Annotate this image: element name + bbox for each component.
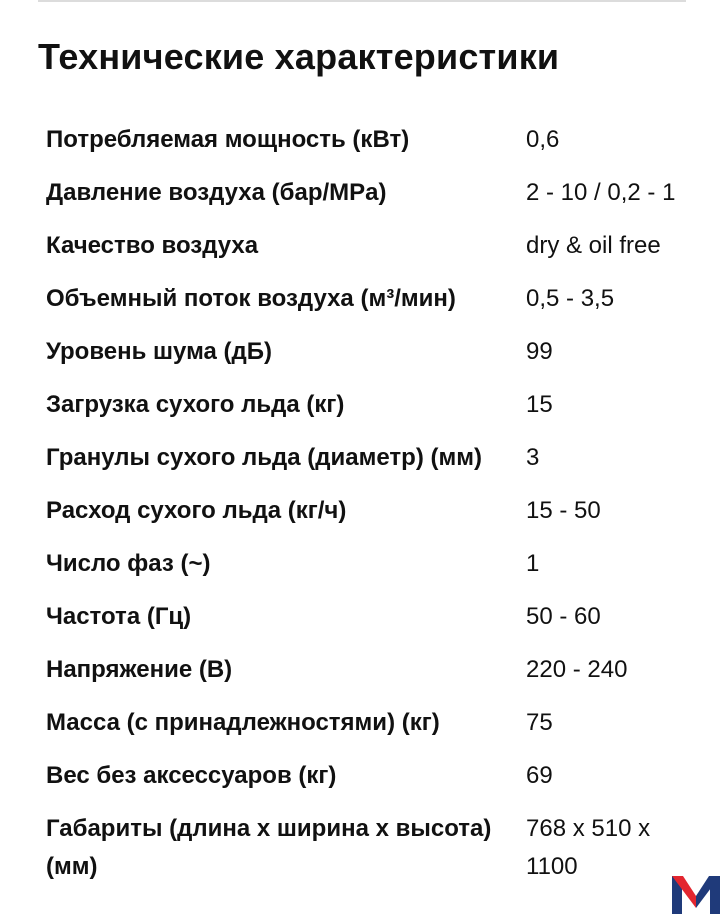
spec-value: 1 — [526, 550, 540, 577]
table-row — [34, 274, 684, 327]
table-row — [34, 115, 684, 168]
spec-label: Вес без аксессуаров (кг) — [46, 762, 337, 789]
table-row — [34, 327, 684, 380]
spec-label: Напряжение (В) — [46, 656, 233, 683]
spec-value: 15 - 50 — [526, 497, 601, 524]
spec-label: Объемный поток воздуха (м³/мин) — [46, 285, 456, 312]
spec-value: 0,6 — [526, 126, 560, 153]
top-divider — [38, 0, 686, 2]
table-row — [34, 804, 684, 895]
spec-value: 15 — [526, 391, 553, 418]
spec-value: 99 — [526, 338, 553, 365]
spec-value: dry & oil free — [526, 232, 661, 259]
specs-table — [34, 115, 684, 895]
spec-value: 0,5 - 3,5 — [526, 285, 615, 312]
m-logo-icon — [672, 872, 720, 914]
table-row — [34, 645, 684, 698]
spec-value: 220 - 240 — [526, 656, 628, 683]
spec-label: Давление воздуха (бар/MPa) — [46, 179, 387, 206]
spec-label: Уровень шума (дБ) — [46, 338, 272, 365]
table-row — [34, 168, 684, 221]
spec-value: 3 — [526, 444, 540, 471]
table-row — [34, 592, 684, 645]
spec-label: Загрузка сухого льда (кг) — [46, 391, 345, 418]
spec-value: 75 — [526, 709, 553, 736]
table-row — [34, 751, 684, 804]
table-row — [34, 380, 684, 433]
spec-label: Качество воздуха — [46, 232, 259, 259]
spec-label: Габариты (длина x ширина x высота) (мм) — [46, 815, 492, 880]
spec-label: Масса (с принадлежностями) (кг) — [46, 709, 440, 736]
page-title: Технические характеристики — [38, 36, 560, 77]
table-row — [34, 433, 684, 486]
spec-label: Расход сухого льда (кг/ч) — [46, 497, 347, 524]
spec-label: Гранулы сухого льда (диаметр) (мм) — [46, 444, 482, 471]
spec-value: 768 x 510 x 1100 — [526, 815, 651, 880]
spec-label: Число фаз (~) — [46, 550, 211, 577]
table-row — [34, 221, 684, 274]
spec-value: 69 — [526, 762, 553, 789]
table-row — [34, 698, 684, 751]
spec-value: 2 - 10 / 0,2 - 1 — [526, 179, 676, 206]
table-row — [34, 486, 684, 539]
spec-value: 50 - 60 — [526, 603, 601, 630]
spec-label: Частота (Гц) — [46, 603, 192, 630]
table-row — [34, 539, 684, 592]
spec-label: Потребляемая мощность (кВт) — [46, 126, 410, 153]
